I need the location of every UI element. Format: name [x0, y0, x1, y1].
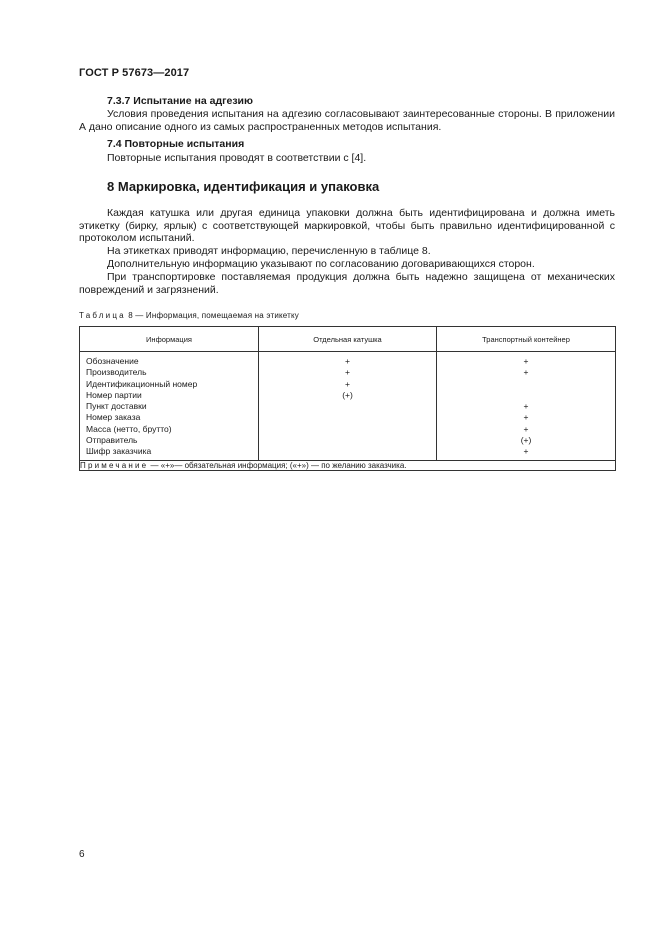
section-7-3-7-title: 7.3.7 Испытание на адгезию	[107, 95, 253, 107]
information-cell: Номер партии	[86, 389, 142, 400]
section-7-3-7-text: Условия проведения испытания на адгезию согласовывают заинтересованные стороны. В приложении А дано описание одного из самых распространенных методов испытания.	[79, 108, 615, 133]
information-cell: Шифр заказчика	[86, 446, 152, 457]
table-caption-text: 8 — Информация, помещаемая на этикетку	[128, 311, 300, 320]
column-header-single-coil: Отдельная катушка	[259, 327, 437, 352]
table-note-row	[80, 460, 616, 470]
transport-container-cell: +	[523, 423, 529, 434]
single-coil-cell: +	[345, 378, 350, 389]
transport-container-cell: +	[523, 356, 529, 366]
information-cell: Производитель	[86, 367, 147, 378]
section-8-paragraph-4: При транспортировке поставляемая продукция должна быть надежно защищена от механических повреждений и загрязнений.	[79, 271, 615, 296]
single-coil-cell	[259, 412, 436, 423]
section-8-paragraph-1: Каждая катушка или другая единица упаковки должна быть идентифицирована и должна иметь этикетку (бирку, ярлык) с соответствующей маркировкой, чтобы быть правильно идентифицированной с протоколом испытаний.	[79, 207, 615, 244]
transport-container-cell: +	[523, 412, 529, 423]
section-8-heading: 8 Маркировка, идентификация и упаковка	[107, 179, 380, 194]
note-text: — «+»— обязательная информация; («+») — по желанию заказчика.	[150, 460, 407, 470]
single-coil-column	[259, 352, 437, 461]
section-8-paragraph-3: Дополнительную информацию указывают по согласованию договаривающихся сторон.	[107, 258, 535, 270]
section-8-paragraph-2: На этикетках приводят информацию, перечисленную в таблице 8.	[107, 245, 431, 257]
table-8-caption	[79, 311, 299, 320]
single-coil-cell	[259, 435, 436, 446]
column-header-information: Информация	[80, 327, 259, 352]
single-coil-cell	[259, 401, 436, 412]
transport-container-cell	[437, 390, 615, 401]
single-coil-cell: +	[345, 367, 350, 378]
transport-container-cell: (+)	[520, 435, 532, 446]
column-header-transport-container: Транспортный контейнер	[437, 327, 616, 352]
table-body-row	[80, 352, 616, 461]
table-8	[79, 326, 616, 471]
transport-container-cell: +	[523, 367, 529, 378]
table-header-row	[80, 327, 616, 352]
single-coil-cell	[259, 424, 436, 435]
single-coil-cell: +	[345, 356, 350, 366]
information-cell: Отправитель	[86, 435, 138, 446]
information-cell: Обозначение	[86, 356, 139, 366]
transport-container-cell: +	[523, 401, 529, 412]
page-number: 6	[79, 849, 85, 860]
standard-code-header: ГОСТ Р 57673—2017	[79, 67, 190, 79]
single-coil-cell	[259, 446, 436, 457]
table-note	[80, 460, 616, 470]
information-column	[80, 352, 259, 461]
transport-container-column	[437, 352, 616, 461]
information-cell: Номер заказа	[86, 412, 141, 423]
single-coil-cell: (+)	[342, 389, 353, 400]
note-word: Примечание	[80, 460, 149, 470]
transport-container-cell	[437, 379, 615, 390]
transport-container-cell: +	[523, 446, 529, 457]
section-7-4-title: 7.4 Повторные испытания	[107, 138, 245, 150]
information-cell: Пункт доставки	[86, 401, 147, 412]
section-7-4-text: Повторные испытания проводят в соответствии с [4].	[107, 152, 367, 164]
table-caption-word: Таблица	[79, 311, 126, 320]
information-cell: Масса (нетто, брутто)	[86, 423, 172, 434]
information-cell: Идентификационный номер	[86, 378, 198, 389]
